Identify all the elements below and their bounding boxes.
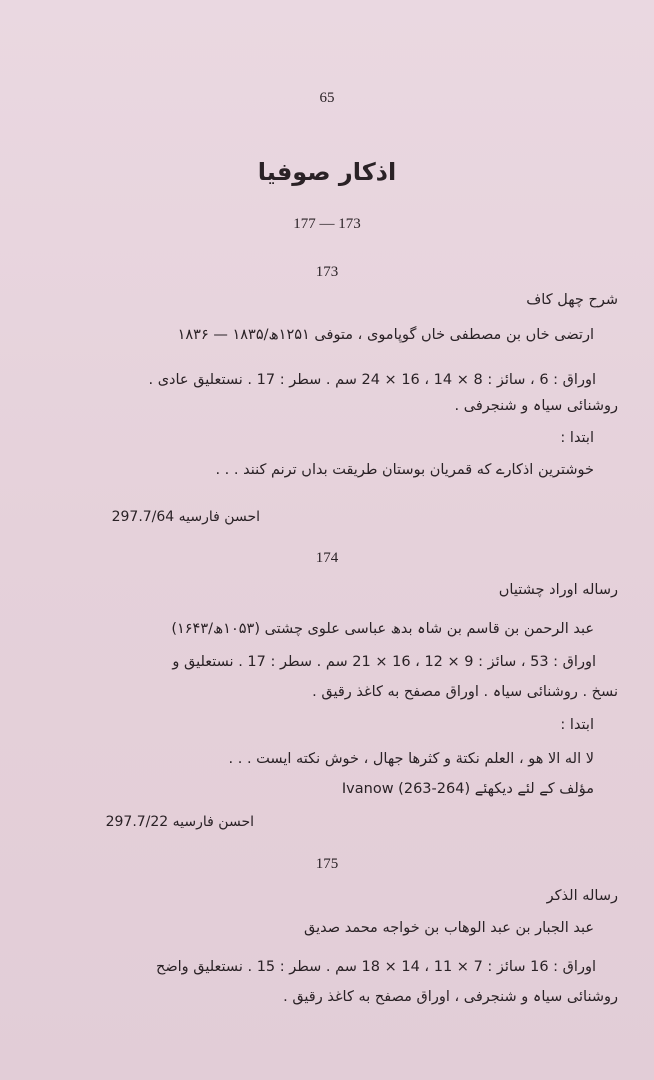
entry-number: 174 — [315, 550, 339, 566]
ibtida-label: ابتدا : — [560, 717, 594, 733]
entry-title: رساله الذکر — [546, 888, 618, 904]
entry-description: اوراق : 16 سائز : 7 × 11 ، 14 × 18 سم . سطر : 15 . نستعلیق واضح — [155, 959, 596, 975]
section-title: اذکار صوفیا — [257, 158, 397, 186]
ibtida-text: خوشترین اذکارے که قمریان بوستان طریقت بداں ترنم کنند . . . — [215, 462, 594, 478]
entry-number: 175 — [315, 856, 339, 872]
author-reference: مؤلف کے لئے دیکھئے (264-263) Ivanow — [341, 781, 594, 797]
entry-description-cont: نسخ . روشنائی سیاہ . اوراق مصفح به کاغذ رقیق . — [312, 684, 618, 700]
entry-description: اوراق : 53 ، سائز : 9 × 12 ، 16 × 21 سم . سطر : 17 . نستعلیق و — [172, 654, 596, 670]
entry-description: اوراق : 6 ، سائز : 8 × 14 ، 16 × 24 سم . سطر : 17 . نستعلیق عادی . — [148, 372, 596, 388]
entry-number: 173 — [315, 264, 339, 280]
entry-description-cont: روشنائی سیاہ و شنجرفی . — [454, 398, 618, 414]
entry-author: عبد الجبار بن عبد الوهاب بن خواجه محمد صدیق — [304, 920, 594, 936]
entry-range: 177 — 173 — [293, 216, 361, 232]
shelf-mark: احسن فارسیه 297.7/64 — [111, 509, 260, 525]
entry-author: ارتضی خاں بن مصطفی خاں گوپاموی ، متوفی ۱۲۵۱ھ/۱۸۳۵ — ۱۸۳۶ — [177, 327, 594, 343]
entry-author: عبد الرحمن بن قاسم بن شاہ بدھ عباسی علوی چشتی (۱۰۵۳ھ/۱۶۴۳) — [171, 621, 594, 637]
ibtida-label: ابتدا : — [560, 430, 594, 446]
shelf-mark: احسن فارسیه 297.7/22 — [105, 814, 254, 830]
entry-title: شرح چهل کاف — [526, 292, 618, 308]
ibtida-text: لا اله الا هو ، العلم نکتة و کثرها جهال ، خوش نکته ایست . . . — [228, 751, 594, 767]
page-number: 65 — [319, 90, 335, 106]
entry-title: رساله اوراد چشتیاں — [498, 582, 618, 598]
entry-description-cont: روشنائی سیاہ و شنجرفی ، اوراق مصفح به کاغذ رقیق . — [283, 989, 618, 1005]
